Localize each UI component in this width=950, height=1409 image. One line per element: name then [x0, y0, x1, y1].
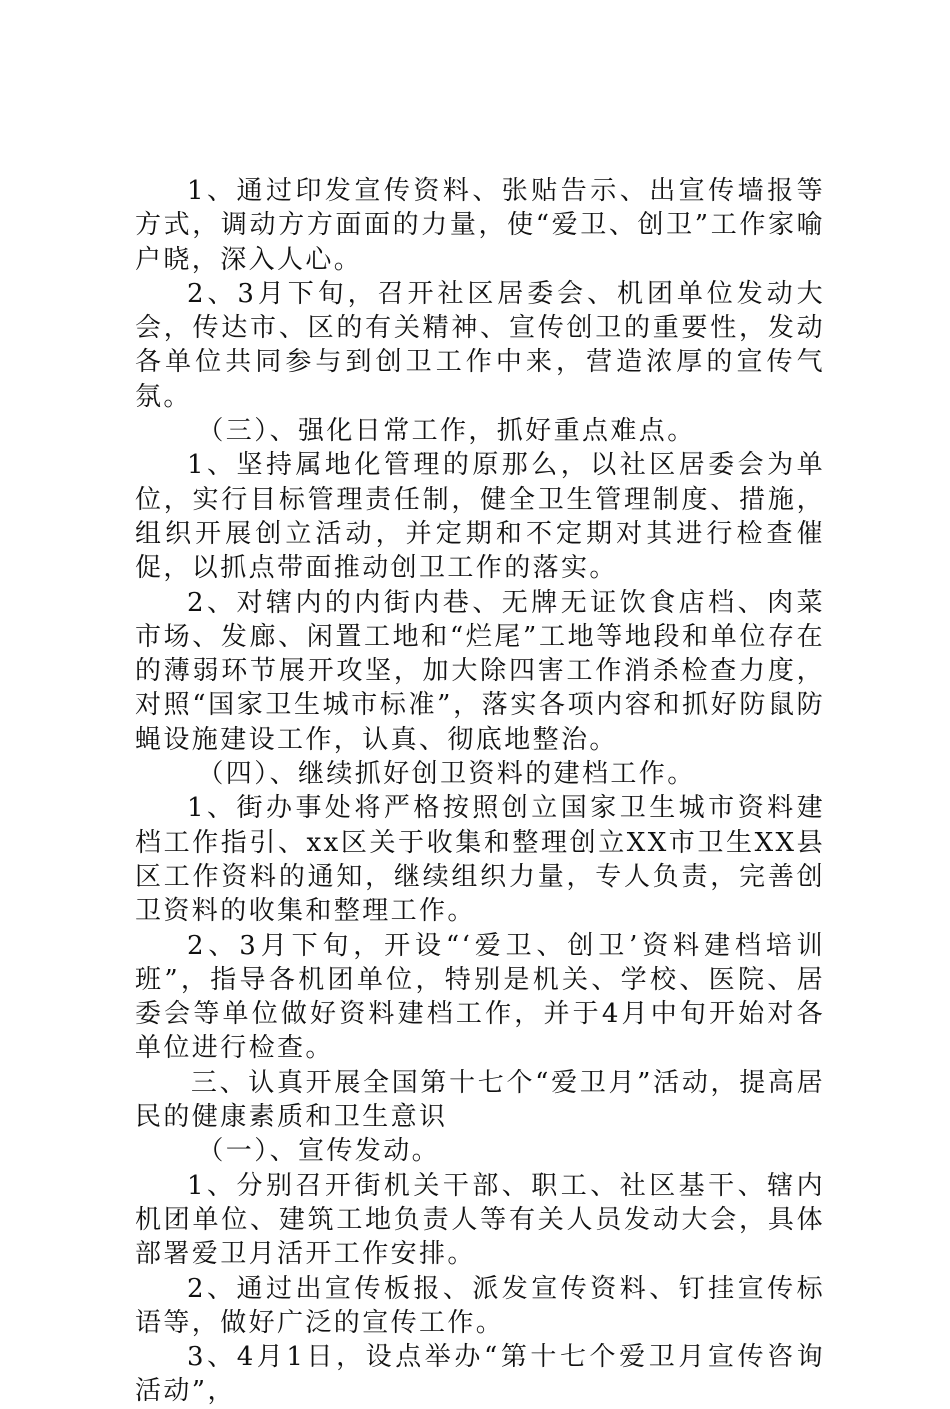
paragraph-consultation-event: 3、4月1日，设点举办“第十七个爱卫月宣传咨询活动”，	[135, 1342, 825, 1407]
paragraph-publicity-materials: 1、通过印发宣传资料、张贴告示、出宣传墙报等方式，调动方方面面的力量，使“爱卫、创卫”工作家喻户晓，深入人心。	[135, 176, 825, 275]
paragraph-archive-training: 2、3月下旬，开设“‘爱卫、创卫’资料建档培训班”，指导各机团单位，特别是机关、学校、医院、居委会等单位做好资料建档工作，并于4月中旬开始对各单位进行检查。	[135, 930, 825, 1064]
paragraph-publicity-boards: 2、通过出宣传板报、派发宣传资料、钉挂宣传标语等，做好广泛的宣传工作。	[135, 1273, 825, 1338]
paragraph-archive-guidelines: 1、街办事处将严格按照创立国家卫生城市资料建档工作指引、xx区关于收集和整理创立XX市卫生XX县区工作资料的通知，继续组织力量，专人负责，完善创卫资料的收集和整理工作。	[135, 793, 825, 927]
paragraph-mobilization-meeting: 2、3月下旬，召开社区居委会、机团单位发动大会，传达市、区的有关精神、宣传创卫的重要性，发动各单位共同参与到创卫工作中来，营造浓厚的宣传气氛。	[135, 278, 825, 412]
paragraph-weak-links: 2、对辖内的内街内巷、无牌无证饮食店档、肉菜市场、发廊、闲置工地和“烂尾”工地等地段和单位存在的薄弱环节展开攻坚，加大除四害工作消杀检查力度，对照“国家卫生城市标准”，落实各项内容和抓好防鼠防蝇设施建设工作，认真、彻底地整治。	[135, 587, 825, 755]
section-heading-1: （一）、宣传发动。	[197, 1136, 440, 1167]
chapter-heading-3: 三、认真开展全国第十七个“爱卫月”活动，提高居民的健康素质和卫生意识	[135, 1067, 825, 1133]
section-heading-4: （四）、继续抓好创卫资料的建档工作。	[197, 759, 696, 790]
section-heading-3: （三）、强化日常工作，抓好重点难点。	[197, 416, 696, 447]
document-body	[135, 174, 825, 1409]
paragraph-territorial-management: 1、坚持属地化管理的原那么，以社区居委会为单位，实行目标管理责任制，健全卫生管理制度、措施，组织开展创立活动，并定期和不定期对其进行检查催促，以抓点带面推动创卫工作的落实。	[135, 450, 825, 584]
paragraph-staff-meetings: 1、分别召开街机关干部、职工、社区基干、辖内机团单位、建筑工地负责人等有关人员发动大会，具体部署爱卫月活开工作安排。	[135, 1170, 825, 1270]
